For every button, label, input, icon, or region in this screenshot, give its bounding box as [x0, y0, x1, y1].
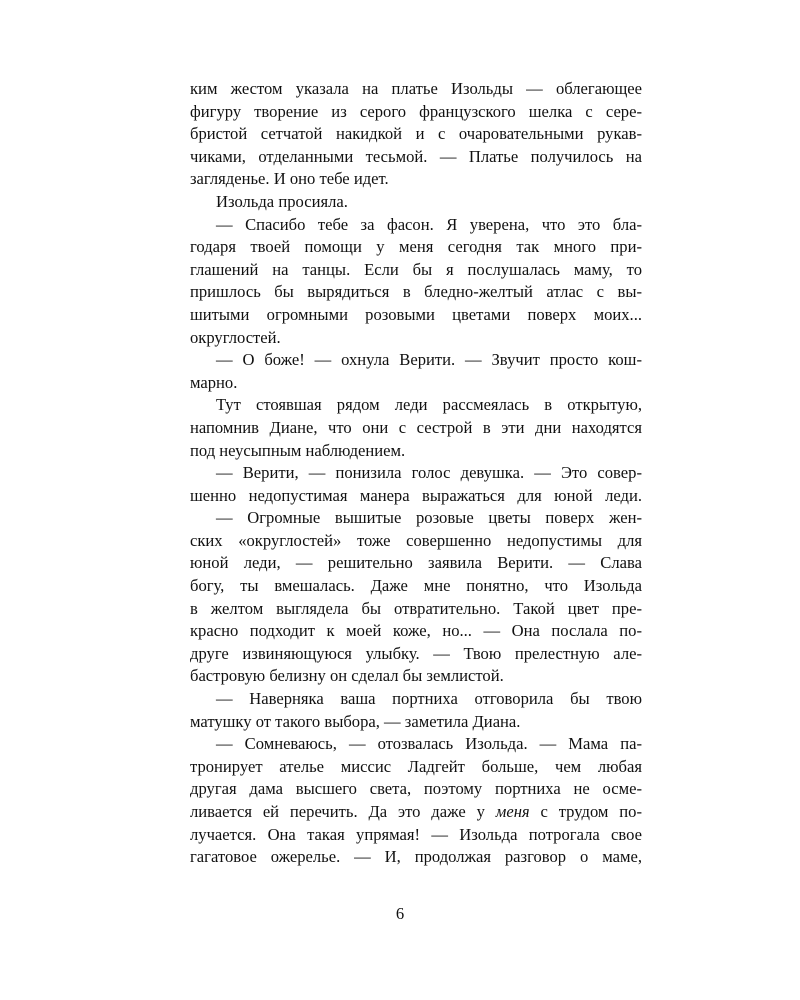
text-line: фигуру творение из серого французского шелка с сере- [190, 101, 642, 121]
text-line: шитыми огромными розовыми цветами поверх моих... [190, 304, 642, 324]
text-line: пришлось бы вырядиться в бледно-желтый атлас с вы- [190, 282, 642, 302]
text-line: гагатовое ожерелье. — И, продолжая разговор о маме, [190, 847, 642, 867]
text-line: Изольда просияла. [216, 191, 348, 211]
text-line: чиками, отделанными тесьмой. — Платье получилось на [190, 146, 642, 166]
book-text [190, 78, 642, 869]
text-line: шенно недопустимая манера выражаться для юной леди. [190, 485, 642, 505]
emphasis-word: меня [495, 802, 530, 821]
text-line: — Спасибо тебе за фасон. Я уверена, что это бла- [216, 214, 642, 234]
text-line: Тут стоявшая рядом леди рассмеялась в открытую, [216, 395, 642, 415]
text-line: годаря твоей помощи у меня сегодня так много при- [190, 237, 642, 257]
text-line: юной леди, — решительно заявила Верити. — Слава [190, 553, 642, 573]
text-line: глашений на танцы. Если бы я послушалась маму, то [190, 259, 642, 279]
text-line: — Сомневаюсь, — отозвалась Изольда. — Мама па- [216, 734, 642, 754]
text-segment: с трудом по- [529, 802, 642, 821]
text-line: загляденье. И оно тебе идет. [190, 169, 389, 189]
text-line: — Наверняка ваша портниха отговорила бы твою [216, 689, 642, 709]
text-line: марно. [190, 372, 238, 392]
text-line: ким жестом указала на платье Изольды — облегающее [190, 79, 642, 98]
text-line: бристой сетчатой накидкой и с очаровательными рукав- [190, 124, 642, 144]
page-number: 6 [395, 904, 405, 923]
text-line: лучается. Она такая упрямая! — Изольда потрогала свое [190, 824, 642, 844]
text-line: округлостей. [190, 327, 281, 347]
text-line: тронирует ателье миссис Ладгейт больше, чем любая [190, 756, 642, 776]
text-line: богу, ты вмешалась. Даже мне понятно, что Изольда [190, 576, 642, 596]
text-line: под неусыпным наблюдением. [190, 440, 406, 460]
text-line: напомнив Диане, что они с сестрой в эти дни находятся [190, 417, 642, 437]
text-line: в желтом выглядела бы отвратительно. Такой цвет пре- [190, 598, 642, 618]
text-line: — Верити, — понизила голос девушка. — Это совер- [216, 463, 642, 483]
text-line [190, 801, 642, 824]
text-line: бастровую белизну он сделал бы землистой. [190, 666, 504, 686]
text-line: красно подходит к моей коже, но... — Она послала по- [190, 621, 642, 641]
text-line: матушку от такого выбора, — заметила Диана. [190, 711, 521, 731]
text-line: другая дама высшего света, поэтому портниха не осме- [190, 779, 642, 799]
text-line: ских «округлостей» тоже совершенно недопустимы для [190, 530, 642, 550]
text-line: — Огромные вышитые розовые цветы поверх жен- [216, 508, 642, 528]
text-line: — О боже! — охнула Верити. — Звучит просто кош- [216, 350, 642, 370]
text-line: друге извиняющуюся улыбку. — Твою прелестную але- [190, 643, 642, 663]
text-segment: ливается ей перечить. Да это даже у [190, 802, 485, 821]
